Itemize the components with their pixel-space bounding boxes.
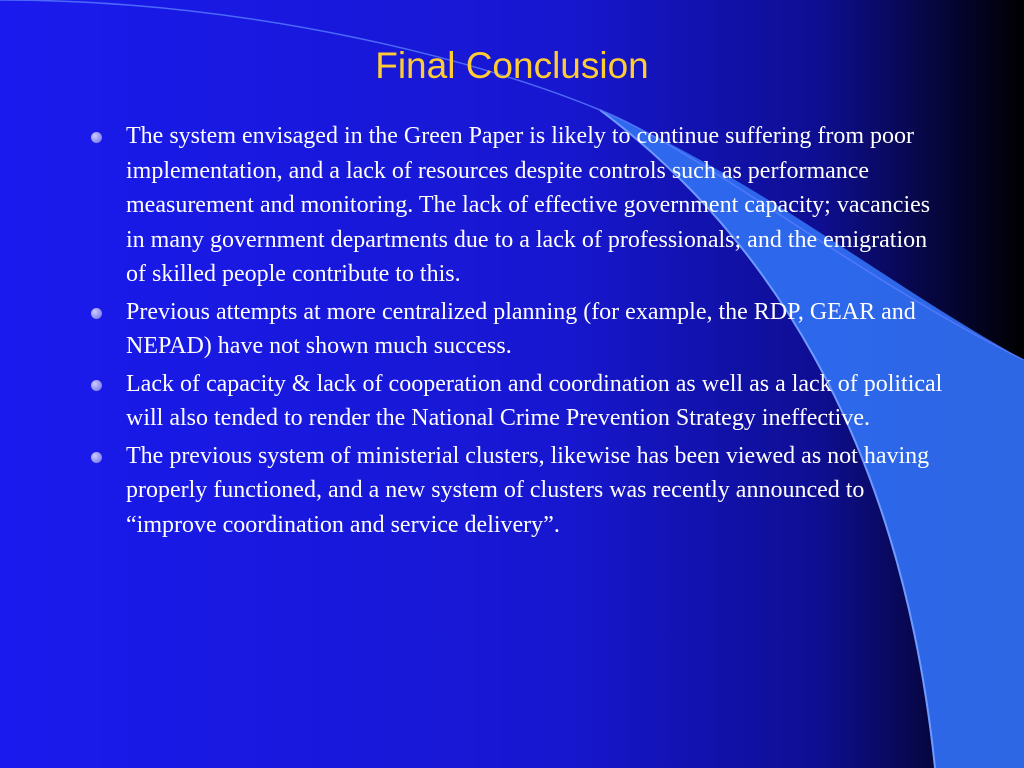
bullet-item: [88, 367, 948, 436]
bullet-dot-icon: [91, 308, 102, 319]
bullet-item: [88, 119, 948, 292]
bullet-list: [88, 119, 948, 545]
slide-title: Final Conclusion: [375, 45, 649, 86]
bullet-text: Lack of capacity & lack of cooperation and coordination as well as a lack of political will also tended to render the National Crime Prevention Strategy ineffective.: [126, 370, 943, 431]
bullet-dot-icon: [91, 452, 102, 463]
bullet-text: The system envisaged in the Green Paper is likely to continue suffering from poor implementation, and a lack of resources despite controls such as performance measurement and monitoring. The lack of effective government capacity; vacancies in many government departments due to a lack of professionals; and the emigration of skilled people contribute to this.: [126, 123, 931, 287]
bullet-item: [88, 295, 948, 364]
bullet-text: The previous system of ministerial clusters, likewise has been viewed as not having properly functioned, and a new system of clusters was recently announced to “improve coordination and service delivery”.: [126, 442, 930, 538]
bullet-item: [88, 439, 948, 543]
bullet-text: Previous attempts at more centralized planning (for example, the RDP, GEAR and NEPAD) have not shown much success.: [126, 298, 916, 359]
bullet-dot-icon: [91, 380, 102, 391]
bullet-dot-icon: [91, 132, 102, 143]
